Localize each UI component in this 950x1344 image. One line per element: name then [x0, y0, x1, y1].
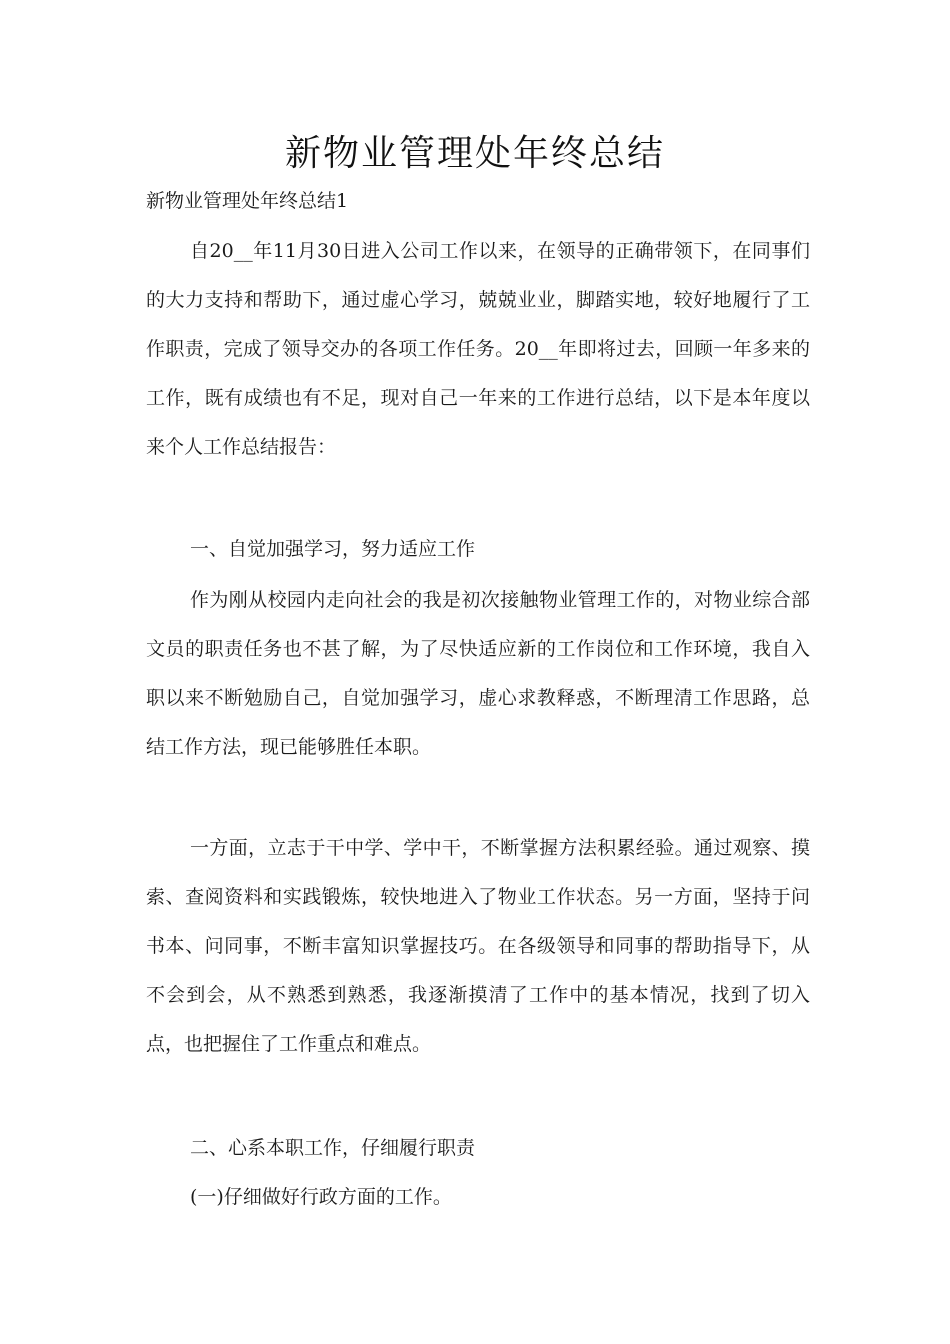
section-1-paragraph-1: 作为刚从校园内走向社会的我是初次接触物业管理工作的，对物业综合部文员的职责任务也不甚了解，为了尽快适应新的工作岗位和工作环境，我自入职以来不断勉励自己，自觉加强学习，虚心求教释惑，不断理清工作思路，总结工作方法，现已能够胜任本职。 [146, 589, 810, 758]
intro-paragraph: 自20__年11月30日进入公司工作以来，在领导的正确带领下，在同事们的大力支持和帮助下，通过虚心学习，兢兢业业，脚踏实地，较好地履行了工作职责，完成了领导交办的各项工作任务。20__年即将过去，回顾一年多来的工作，既有成绩也有不足，现对自己一年来的工作进行总结，以下是本年度以来个人工作总结报告： [146, 240, 810, 458]
document-title: 新物业管理处年终总结 [284, 133, 665, 174]
section-1-heading: 一、自觉加强学习，努力适应工作 [190, 538, 476, 560]
section-2-subheading-1: (一)仔细做好行政方面的工作。 [190, 1186, 452, 1208]
section-1-paragraph-2: 一方面，立志于干中学、学中干，不断掌握方法积累经验。通过观察、摸索、查阅资料和实践锻炼，较快地进入了物业工作状态。另一方面，坚持于问书本、问同事，不断丰富知识掌握技巧。在各级领导和同事的帮助指导下，从不会到会，从不熟悉到熟悉，我逐渐摸清了工作中的基本情况，找到了切入点，也把握住了工作重点和难点。 [146, 837, 810, 1055]
document-subtitle: 新物业管理处年终总结1 [146, 190, 349, 212]
section-2-heading: 二、心系本职工作，仔细履行职责 [190, 1137, 476, 1159]
